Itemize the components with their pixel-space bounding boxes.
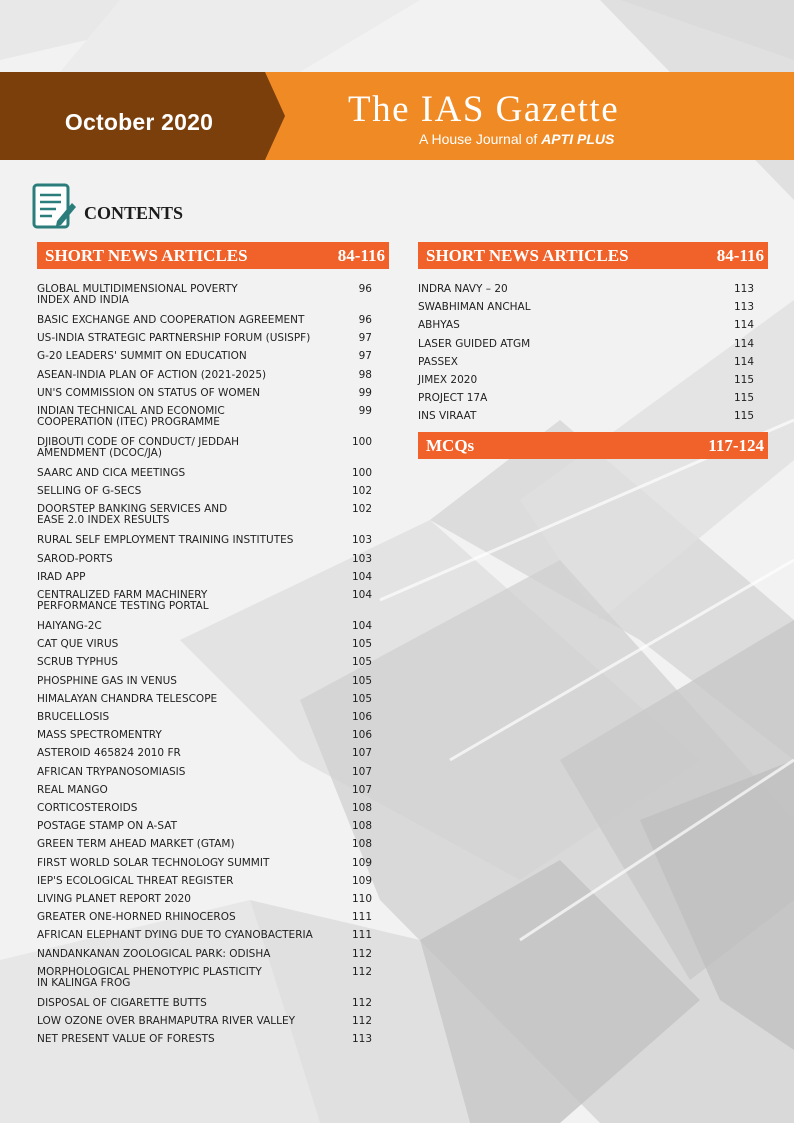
toc-entry-page: 96 (358, 314, 372, 326)
toc-entry-title: IEP'S ECOLOGICAL THREAT REGISTER (37, 874, 234, 887)
toc-entry-page: 103 (351, 534, 372, 547)
toc-entry-page: 106 (351, 711, 372, 723)
toc-entry-page: 104 (351, 589, 372, 601)
toc-entry-title: BRUCELLOSIS (37, 711, 110, 723)
right-section-bar (418, 242, 768, 269)
toc-entry-page: 100 (351, 436, 372, 448)
toc-entry-title: G-20 LEADERS' SUMMIT ON EDUCATION (37, 350, 247, 363)
toc-entry-page: 98 (358, 368, 372, 381)
toc-entry-page: 106 (351, 729, 372, 742)
toc-entry-title: LASER GUIDED ATGM (418, 337, 531, 350)
toc-entry-page: 115 (733, 410, 754, 423)
toc-entry-page: 107 (351, 765, 372, 778)
toc-entry-title: CENTRALIZED FARM MACHINERY PERFORMANCE TESTING PORTAL (37, 589, 209, 612)
toc-entry-title: PHOSPHINE GAS IN VENUS (37, 674, 177, 687)
toc-entry-title: GLOBAL MULTIDIMENSIONAL POVERTY INDEX AND INDIA (37, 283, 238, 306)
toc-entry-page: 97 (358, 332, 372, 345)
toc-entry-title: REAL MANGO (37, 783, 108, 796)
toc-entry-title: GREATER ONE-HORNED RHINOCEROS (37, 911, 236, 924)
toc-entry-page: 104 (351, 620, 372, 632)
toc-entry-page: 96 (358, 283, 372, 295)
toc-entry-title: BASIC EXCHANGE AND COOPERATION AGREEMENT (37, 314, 305, 326)
section-label: SHORT NEWS ARTICLES (45, 246, 248, 265)
toc-entry-page: 109 (351, 874, 372, 887)
publication-title: The IAS Gazette (348, 89, 620, 130)
section-label: SHORT NEWS ARTICLES (426, 246, 629, 265)
toc-entry-title: INDRA NAVY – 20 (418, 283, 508, 295)
toc-entry-title: ASEAN-INDIA PLAN OF ACTION (2021-2025) (37, 368, 267, 381)
toc-entry-title: SCRUB TYPHUS (37, 656, 118, 669)
toc-entry-title: AFRICAN TRYPANOSOMIASIS (37, 765, 186, 778)
toc-entry-title: CORTICOSTEROIDS (37, 802, 138, 814)
toc-entry-title: IRAD APP (37, 570, 86, 583)
toc-entry-page: 113 (733, 283, 754, 295)
toc-entry-page: 114 (733, 337, 754, 350)
toc-entry-title: SWABHIMAN ANCHAL (418, 301, 531, 314)
toc-entry-title: MORPHOLOGICAL PHENOTYPIC PLASTICITY IN KALINGA FROG (37, 965, 262, 989)
toc-entry-title: LOW OZONE OVER BRAHMAPUTRA RIVER VALLEY (37, 1015, 296, 1027)
toc-entry-title: US-INDIA STRATEGIC PARTNERSHIP FORUM (USISPF) (37, 332, 311, 345)
toc-entry-page: 97 (358, 350, 372, 363)
toc-entry-page: 100 (351, 467, 372, 479)
section-page-range: 84-116 (337, 246, 385, 265)
toc-entry-page: 112 (351, 965, 372, 978)
toc-entry-title: PROJECT 17A (418, 392, 488, 405)
toc-entry-title: ABHYAS (418, 319, 460, 332)
toc-entry-title: UN'S COMMISSION ON STATUS OF WOMEN (37, 386, 261, 399)
mcq-section-bar (418, 432, 768, 459)
toc-entry-title: DISPOSAL OF CIGARETTE BUTTS (37, 996, 207, 1009)
toc-entry-page: 105 (351, 692, 372, 705)
toc-entry-page: 99 (358, 386, 372, 399)
section-label: MCQs (426, 436, 475, 455)
section-page-range: 117-124 (708, 436, 764, 455)
subtitle-prefix: A House Journal of (419, 131, 542, 147)
toc-entry-page: 102 (351, 485, 372, 498)
toc-entry-title: JIMEX 2020 (418, 374, 478, 386)
publication-subtitle (419, 131, 614, 147)
toc-entry-page: 115 (733, 392, 754, 405)
toc-entry-page: 112 (351, 996, 372, 1009)
toc-entry-page: 114 (733, 319, 754, 332)
toc-entry-title: RURAL SELF EMPLOYMENT TRAINING INSTITUTES (37, 534, 294, 547)
toc-entry-page: 108 (351, 820, 372, 833)
toc-entry-page: 103 (351, 552, 372, 565)
document-edit-icon (30, 183, 78, 231)
toc-entry-page: 111 (351, 911, 372, 924)
toc-entry-title: NANDANKANAN ZOOLOGICAL PARK: ODISHA (37, 947, 271, 960)
toc-entry-page: 107 (351, 747, 372, 760)
subtitle-brand: APTI PLUS (541, 131, 615, 147)
toc-entry-title: INS VIRAAT (418, 410, 477, 423)
toc-entry-title: HAIYANG-2C (37, 620, 102, 632)
toc-entry-page: 104 (351, 570, 372, 583)
toc-entry-title: SELLING OF G-SECS (37, 485, 142, 498)
toc-entry-page: 112 (351, 1015, 372, 1027)
toc-entry-page: 105 (351, 638, 372, 651)
toc-entry-page: 107 (351, 783, 372, 796)
toc-entry-title: SAARC AND CICA MEETINGS (37, 467, 186, 479)
toc-entry-title: SAROD-PORTS (37, 552, 113, 565)
toc-entry-page: 105 (351, 674, 372, 687)
issue-date: October 2020 (64, 109, 214, 135)
toc-entry-title: ASTEROID 465824 2010 FR (37, 747, 181, 760)
toc-entry-title: PASSEX (418, 355, 459, 368)
left-section-bar (37, 242, 389, 269)
toc-entry-title: INDIAN TECHNICAL AND ECONOMIC COOPERATION (ITEC) PROGRAMME (37, 405, 225, 428)
toc-entry-page: 108 (351, 802, 372, 814)
toc-entry-title: GREEN TERM AHEAD MARKET (GTAM) (37, 838, 235, 851)
toc-entry-page: 99 (358, 405, 372, 417)
section-page-range: 84-116 (716, 246, 764, 265)
toc-entry-page: 114 (733, 355, 754, 368)
toc-entry-page: 111 (351, 929, 372, 942)
toc-entry-title: HIMALAYAN CHANDRA TELESCOPE (37, 692, 218, 705)
toc-entry-page: 113 (351, 1033, 372, 1046)
toc-entry-page: 108 (351, 838, 372, 851)
toc-entry-title: AFRICAN ELEPHANT DYING DUE TO CYANOBACTERIA (37, 929, 313, 942)
toc-entry-title: NET PRESENT VALUE OF FORESTS (37, 1033, 215, 1046)
toc-entry-title: POSTAGE STAMP ON A-SAT (37, 820, 177, 833)
toc-entry-page: 109 (351, 856, 372, 869)
toc-entry-page: 115 (733, 374, 754, 386)
toc-entry-title: LIVING PLANET REPORT 2020 (37, 893, 191, 905)
toc-entry-page: 102 (351, 503, 372, 516)
contents-title: CONTENTS (84, 203, 184, 223)
toc-entry-title: DJIBOUTI CODE OF CONDUCT/ JEDDAH AMENDMENT (DCOC/JA) (37, 436, 240, 459)
toc-entry-page: 113 (733, 301, 754, 314)
toc-entry-title: CAT QUE VIRUS (37, 638, 119, 651)
toc-entry-page: 105 (351, 656, 372, 669)
toc-entry-title: FIRST WORLD SOLAR TECHNOLOGY SUMMIT (37, 856, 270, 869)
page-header (0, 72, 794, 160)
toc-entry-title: MASS SPECTROMENTRY (37, 729, 162, 742)
toc-entry-page: 110 (351, 893, 372, 905)
toc-entry-page: 112 (351, 947, 372, 960)
toc-entry-title: DOORSTEP BANKING SERVICES AND EASE 2.0 INDEX RESULTS (37, 503, 228, 527)
